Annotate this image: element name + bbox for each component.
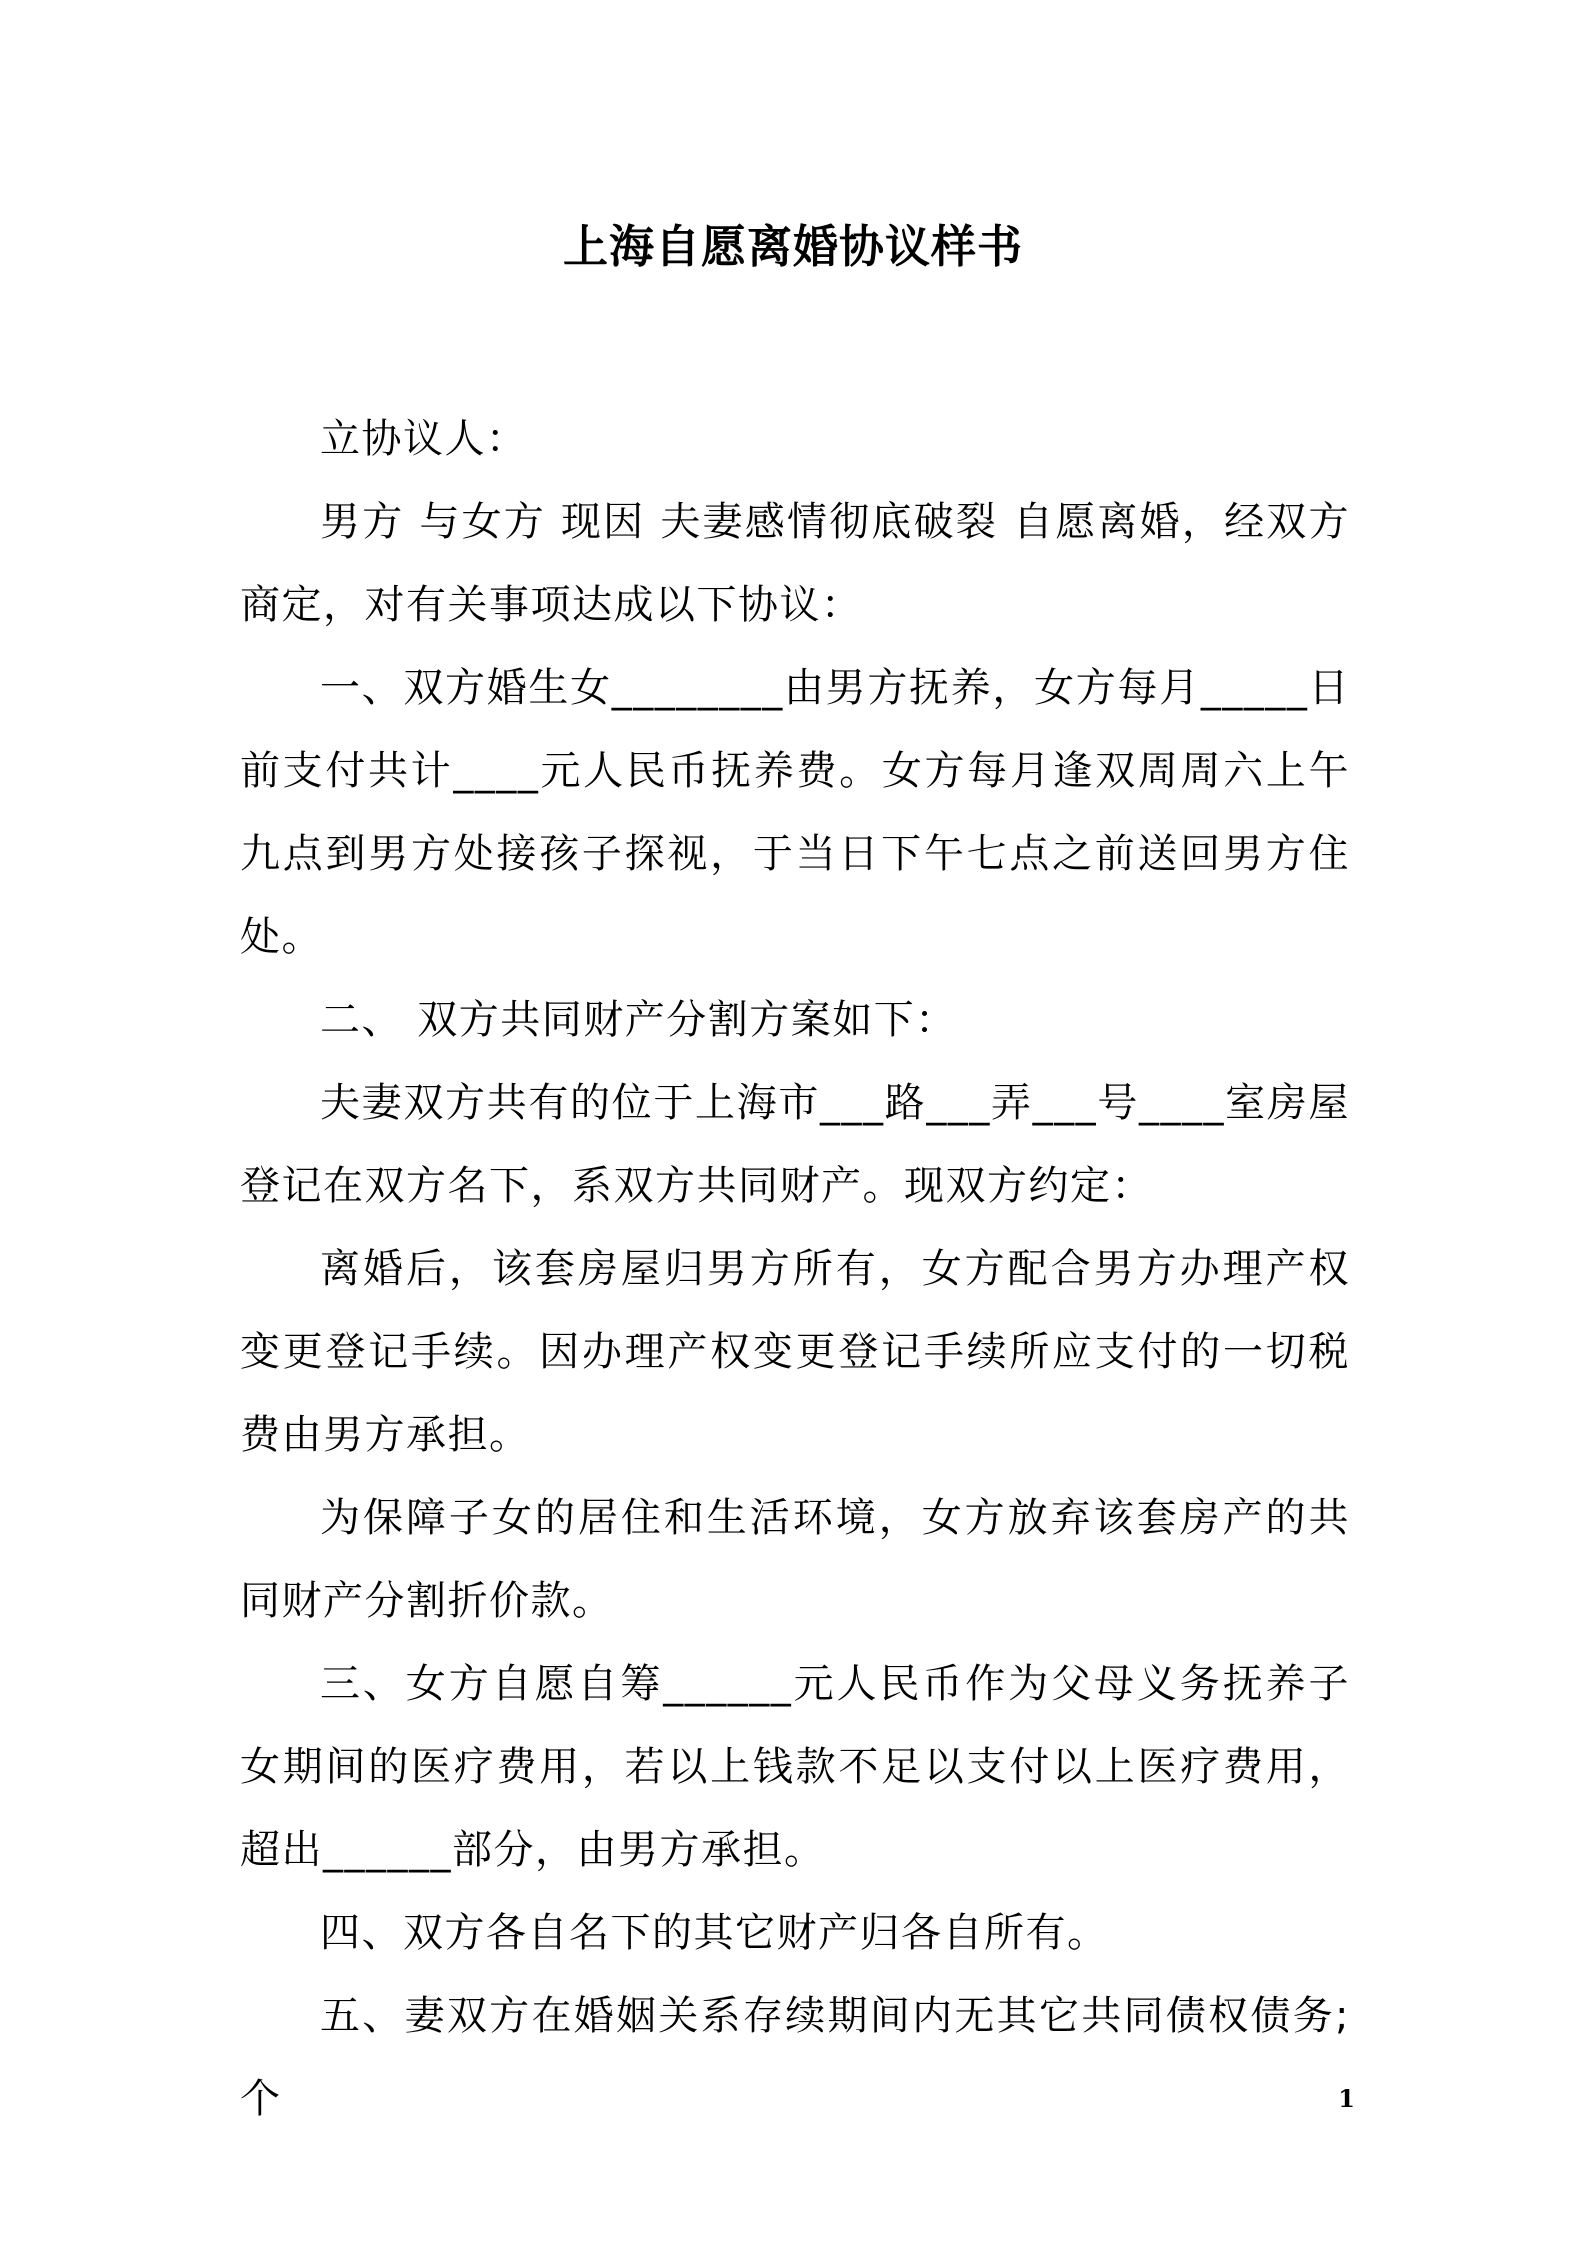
page-number: 1	[1338, 2084, 1355, 2113]
paragraph-clause-5: 五、妻双方在婚姻关系存续期间内无其它共同债权债务;个	[240, 1993, 1350, 2122]
paragraph-property: 夫妻双方共有的位于上海市___路___弄___号____室房屋登记在双方名下，系双方共同财产。现双方约定：	[240, 1080, 1350, 1209]
paragraph-clause-4: 四、双方各自名下的其它财产归各自所有。	[320, 1910, 1109, 1956]
paragraph-property-waiver: 为保障子女的居住和生活环境，女方放弃该套房产的共同财产分割折价款。	[240, 1495, 1350, 1624]
paragraph-property-transfer: 离婚后，该套房屋归男方所有，女方配合男方办理产权变更登记手续。因办理产权变更登记手续所应支付的一切税费由男方承担。	[240, 1246, 1350, 1458]
paragraph-clause-2-heading: 二、 双方共同财产分割方案如下：	[320, 997, 957, 1043]
paragraph-clause-3: 三、女方自愿自筹______元人民币作为父母义务抚养子女期间的医疗费用，若以上钱款不足以支付以上医疗费用，超出______部分，由男方承担。	[240, 1661, 1350, 1873]
document-title: 上海自愿离婚协议样书	[562, 220, 1023, 273]
paragraph-parties: 立协议人：	[320, 416, 528, 462]
paragraph-preamble: 男方 与女方 现因 夫妻感情彻底破裂 自愿离婚，经双方商定，对有关事项达成以下协议：	[240, 499, 1350, 628]
document-body	[240, 398, 1350, 2141]
paragraph-clause-1: 一、双方婚生女________由男方抚养，女方每月_____日前支付共计____元人民币抚养费。女方每月逢双周周六上午九点到男方处接孩子探视，于当日下午七点之前送回男方住处。	[240, 665, 1350, 960]
